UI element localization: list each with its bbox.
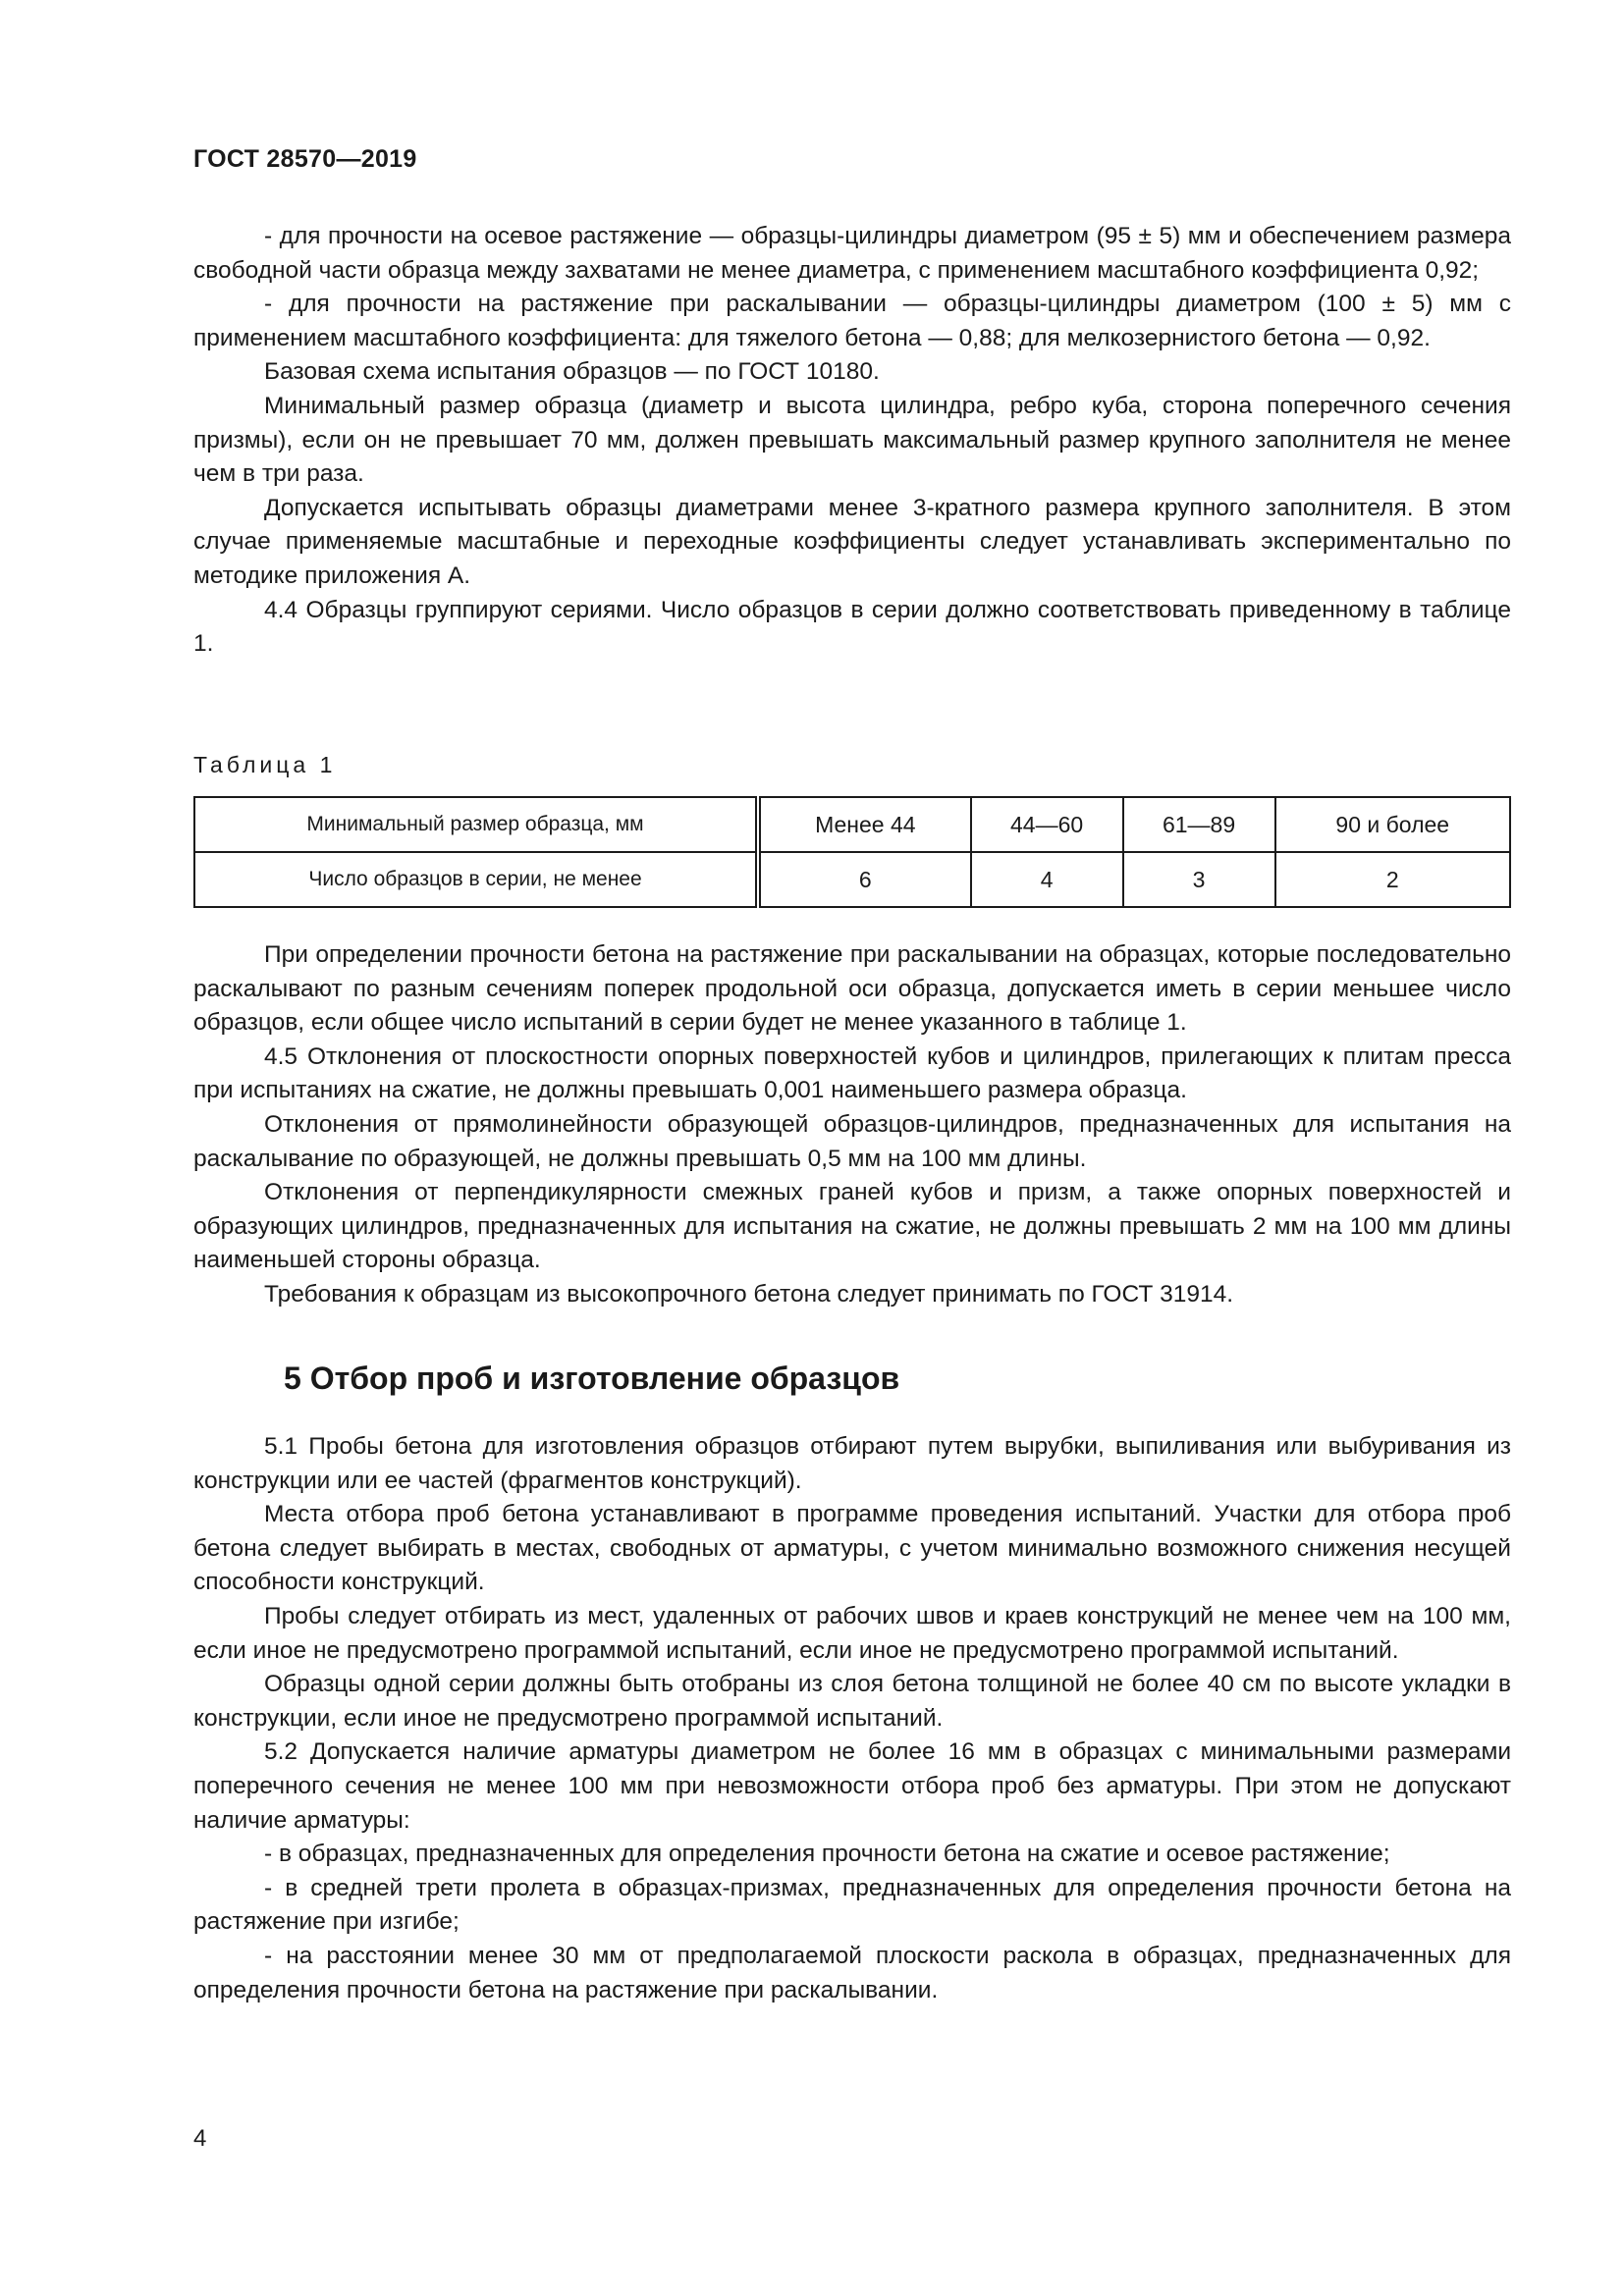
paragraph: Отклонения от прямолинейности образующей образцов-цилиндров, предназначенных для испытания на раскалывание по образующей, не должны превышать 0,5 мм на 100 мм длины. [193,1110,1511,1172]
table-cell: 61—89 [1123,797,1275,852]
paragraph: 5.2 Допускается наличие арматуры диаметром не более 16 мм в образцах с минимальными размерами поперечного сечения не менее 100 мм при невозможности отбора проб без арматуры. При этом не допускают наличие арматуры: [193,1738,1511,1834]
paragraph: Пробы следует отбирать из мест, удаленных от рабочих швов и краев конструкций не менее чем на 100 мм, если иное не предусмотрено программой испытаний, если иное не предусмотрено программой испытаний. [193,1602,1511,1664]
paragraph: При определении прочности бетона на растяжение при раскалывании на образцах, которые последовательно раскалывают по разным сечениям поперек продольной оси образца, допускается иметь в серии меньшее число образцов, если общее число испытаний в серии будет не менее указанного в таблице 1. [193,941,1511,1037]
paragraph: Минимальный размер образца (диаметр и высота цилиндра, ребро куба, сторона поперечного сечения призмы), если он не превышает 70 мм, должен превышать максимальный размер крупного заполнителя не менее чем в три раза. [193,392,1511,488]
paragraph: - в средней трети пролета в образцах-призмах, предназначенных для определения прочности бетона на растяжение при изгибе; [193,1874,1511,1936]
table-cell: Менее 44 [758,797,971,852]
paragraph: Базовая схема испытания образцов — по ГОСТ 10180. [264,358,880,386]
table-cell: 6 [758,852,971,907]
paragraph: Требования к образцам из высокопрочного бетона следует принимать по ГОСТ 31914. [264,1280,1234,1308]
row-label: Число образцов в серии, не менее [194,852,758,907]
text-block-clause-4-3 [193,220,1511,662]
table-row [194,852,1510,907]
paragraph: - в образцах, предназначенных для определения прочности бетона на сжатие и осевое растяжение; [264,1841,1390,1868]
table-row [194,797,1510,852]
text-block-clause-4-5 [193,938,1511,1312]
section-heading: 5 Отбор проб и изготовление образцов [284,1361,900,1396]
text-block-section-5 [193,1430,1511,2007]
row-label: Минимальный размер образца, мм [194,797,758,852]
table-cell: 90 и более [1275,797,1510,852]
paragraph: Допускается испытывать образцы диаметрами менее 3-кратного размера крупного заполнителя. В этом случае применяемые масштабные и переходные коэффициенты следует устанавливать экспериментально по методике приложения А. [193,494,1511,589]
table-cell: 44—60 [971,797,1123,852]
paragraph: Места отбора проб бетона устанавливают в программе проведения испытаний. Участки для отбора проб бетона следует выбирать в местах, свободных от арматуры, с учетом минимально возможного снижения несущей способности конструкций. [193,1501,1511,1596]
table-caption: Таблица 1 [193,752,337,777]
table-cell: 3 [1123,852,1275,907]
paragraph: Образцы одной серии должны быть отобраны из слоя бетона толщиной не более 40 см по высоте укладки в конструкции, если иное не предусмотрено программой испытаний. [193,1671,1511,1732]
paragraph: 5.1 Пробы бетона для изготовления образцов отбирают путем вырубки, выпиливания или выбуривания из конструкции или ее частей (фрагментов конструкций). [193,1433,1511,1494]
paragraph: 4.4 Образцы группируют сериями. Число образцов в серии должно соответствовать приведенному в таблице 1. [193,596,1511,658]
paragraph: - для прочности на осевое растяжение — образцы-цилиндры диаметром (95 ± 5) мм и обеспечением размера свободной части образца между захватами не менее диаметра, с применением масштабного коэффициента 0,92; [193,223,1511,284]
paragraph: - на расстоянии менее 30 мм от предполагаемой плоскости раскола в образцах, предназначенных для определения прочности бетона на растяжение при раскалывании. [193,1942,1511,2003]
table-cell: 4 [971,852,1123,907]
paragraph: 4.5 Отклонения от плоскостности опорных поверхностей кубов и цилиндров, прилегающих к плитам пресса при испытаниях на сжатие, не должны превышать 0,001 наименьшего размера образца. [193,1042,1511,1104]
page-number: 4 [193,2125,207,2152]
paragraph: Отклонения от перпендикулярности смежных граней кубов и призм, а также опорных поверхностей и образующих цилиндров, предназначенных для испытания на сжатие, не должны превышать 2 мм на 100 мм длины наименьшей стороны образца. [193,1179,1511,1274]
paragraph: - для прочности на растяжение при раскалывании — образцы-цилиндры диаметром (100 ± 5) мм с применением масштабного коэффициента: для тяжелого бетона — 0,88; для мелкозернистого бетона — 0,92. [193,291,1511,351]
specimen-count-table [193,796,1511,908]
table-cell: 2 [1275,852,1510,907]
document-header: ГОСТ 28570—2019 [193,145,417,173]
